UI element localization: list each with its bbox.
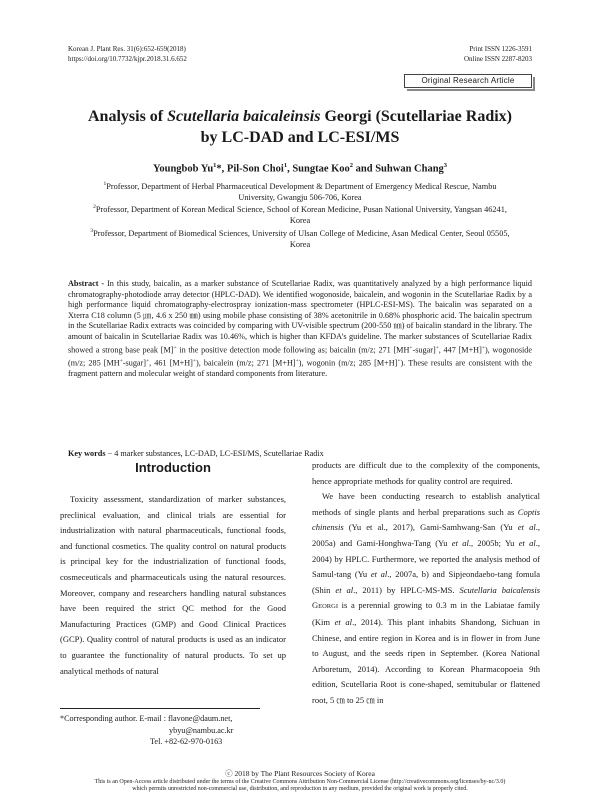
charge-sup: + xyxy=(409,344,413,351)
abstract-text: ), wogonin (m/z; 285 [M+H] xyxy=(298,358,398,368)
abstract-label: Abstract - xyxy=(68,279,105,288)
et-al-italic: et al xyxy=(335,584,354,595)
author-2: Pil-Son Choi xyxy=(226,163,284,175)
affiliation-3 xyxy=(88,226,512,250)
abstract-text: in the positive detection mode following as; baicalin (m/z; 271 [MH xyxy=(176,345,410,355)
species-italic: Scutellaria baicalensis xyxy=(459,584,541,595)
abstract-text: ), baicalein (m/z; 271 [M+H] xyxy=(196,358,296,368)
title-line2: by LC-DAD and LC-ESI/MS xyxy=(200,129,400,146)
abstract-text: In this study, baicalin, as a marker substance of Scutellariae Radix, was quantitatively analyzed by a high performance liquid chromatography-photodiode array detector (HPLC-DAD). We identified wogonoside, baicalein, and wogonin in the Scutellariae Radix by a high performance liquid chromatography-electrospray ionization-mass spectrometer (HPLC-ESI-MS). The baicalin was separated on a Xterra C18 column (5 ㎛, 4.6 x 250 ㎜) using mobile phase consisting of 38% acetonitrile in 0.68% phosphoric acid. The baicalin spectrum in the Scutellariae Radix extracts was coincided by comparing with UV-visible spectrum (200-550 ㎚) of baicalin standard in the library. The amount of baicalin in Scutellariae Radix was 10.46%, which is higher than KFDA’s guideline. The marker substances of Scutellariae Radix showed a strong base peak [M] xyxy=(68,279,532,355)
title-species: Scutellaria baicaleinsis xyxy=(167,108,321,125)
copyright-notice: ⓒ 2018 by The Plant Resources Society of Korea xyxy=(225,769,375,778)
abstract-text: -sugar] xyxy=(122,358,146,368)
affiliation-text: Professor, Department of Herbal Pharmaceutical Development & Department of Emergency Medical Rescue, Nambu University, Gwangju 506-706, Korea xyxy=(106,181,497,202)
paper-title xyxy=(60,106,540,148)
intro-paragraph: products are difficult due to the complexity of the components, hence appropriate methods for quality control are required. xyxy=(312,460,540,486)
author-4-sup: 3 xyxy=(443,162,448,169)
et-al-italic: et al xyxy=(518,537,536,548)
charge-sup: + xyxy=(481,344,485,351)
open-access-notice xyxy=(40,779,560,793)
charge-sup: + xyxy=(397,357,401,364)
affiliation-1 xyxy=(88,179,512,203)
footnote-divider xyxy=(60,708,260,709)
author-2-sup: 1 xyxy=(283,162,288,169)
et-al-italic: et al xyxy=(517,522,536,533)
license-line: This is an Open-Access article distributed under the terms of the Creative Commons Attribution Non-Commercial License (http://creativecommons.org/licenses/by-nc/3.0) xyxy=(94,779,506,785)
affiliation-text: Professor, Department of Korean Medical Science, School of Korean Medicine, Pusan National University, Yangsan 46241, Korea xyxy=(95,204,507,225)
keywords-text: − 4 marker substances, LC-DAD, LC-ESI/MS, Scutellariae Radix xyxy=(105,449,324,458)
text-run: ., 2004) by HPLC. Furthermore, we reported the analysis method of Samul-tang (Yu xyxy=(312,537,541,580)
abstract-text: , 447 [M+H] xyxy=(438,345,482,355)
text-run: (Yu et al., 2017), Gami-Samhwang-San (Yu xyxy=(343,522,518,533)
author-1-mark: *, xyxy=(216,163,227,175)
text-run: G xyxy=(312,600,319,611)
species-italic: Coptis chinensis xyxy=(312,506,540,533)
print-issn: Print ISSN 1226-3591 xyxy=(469,45,532,53)
charge-sup: + xyxy=(146,357,150,364)
author-sep: , xyxy=(287,163,293,175)
charge-sup: + xyxy=(192,357,197,364)
author-3: Sungtae Koo xyxy=(292,163,350,175)
license-line: which permits unrestricted non-commercial use, distribution, and reproduction in any medium, provided the original work is properly cited. xyxy=(132,786,468,793)
abstract-text: ), wogonoside (m/z; 285 [MH xyxy=(68,345,533,368)
journal-header-left xyxy=(68,45,187,64)
text-run: is a perennial growing to 0.3 m in the Labiatae family (Kim xyxy=(312,600,540,627)
title-prefix: Analysis of xyxy=(88,108,168,125)
abstract xyxy=(68,279,532,380)
et-al-italic: et al xyxy=(370,569,388,580)
article-type-badge: Original Research Article xyxy=(404,74,532,88)
charge-sup: + xyxy=(119,357,123,364)
abstract-text: -sugar] xyxy=(412,345,436,355)
text-run: ., 2007a, b) and Sipjeondaebo-tang fomula (Shin xyxy=(312,569,541,595)
doi-link[interactable]: https://doi.org/10.7732/kjpr.2018.31.6.652 xyxy=(68,54,187,63)
intro-paragraph xyxy=(312,489,540,708)
text-run: ., 2005b; Yu xyxy=(468,537,519,548)
abstract-text: ). These results are consistent with the fragment pattern and molecular weight of standard components from literature. xyxy=(68,358,533,379)
keywords-label: Key words xyxy=(68,449,106,458)
author-sep: and xyxy=(353,163,376,175)
author-1: Youngbob Yu xyxy=(152,163,214,175)
left-column xyxy=(60,492,286,679)
keywords xyxy=(68,449,532,458)
affiliation-2 xyxy=(88,202,512,226)
journal-header-right xyxy=(464,45,532,64)
charge-sup: + xyxy=(435,344,439,351)
affiliation-sup: 1 xyxy=(103,181,107,187)
text-run: ., 2014). This plant inhabits Shandong, Sichuan in Chinese, and entire region in Korea and is in flower in from June to August, and the seeds ripen in September. (Korea National Arboretum, 2014). According to Korean Pharmacopoeia 9th edition, Scutellaria Root is cone-shaped, semitubular or flattened root, 5 ㎝ to 25 ㎝ in xyxy=(312,616,540,705)
affiliation-text: Professor, Department of Biomedical Sciences, University of Ulsan College of Medicine, Asan Medical Center, Seoul 05505, Korea xyxy=(93,228,510,249)
charge-sup: + xyxy=(295,357,299,364)
intro-paragraph: Toxicity assessment, standardization of marker substances, preclinical evaluation, and clinical trials are essential for industrialization with natural pharmaceuticals, functional foods, and functional cosmetics. The quality control on natural products is principal key for the industrialization of functional foods, cosmeceuticals and pharmaceuticals using the natural resources. Moreover, company and researchers handling natural substances have been required the strict QC method for the Good Manufacturing Practices (GMP) and Good Clinical Practices (GCP). Quality control of natural products is used as an indicator to guarantee the functionality of natural products. To set up analytical methods of natural xyxy=(60,494,286,676)
author-4: Suhwan Chang xyxy=(375,163,444,175)
abstract-text: , 461 [M+H] xyxy=(149,358,193,368)
right-column xyxy=(312,458,540,709)
author-list xyxy=(60,162,540,175)
affiliation-sup: 2 xyxy=(93,204,96,210)
text-run: ., 2005a) and Gami-Honghwa-Tang (Yu xyxy=(312,522,540,548)
title-suffix: Georgi (Scutellariae Radix) xyxy=(320,108,512,125)
online-issn: Online ISSN 2287-8203 xyxy=(463,54,532,63)
text-run: ., 2011) by HPLC-MS-MS. xyxy=(353,584,460,595)
footnote-line: ybyu@nambu.ac.kr xyxy=(169,725,234,735)
small-caps-run: EORGI xyxy=(318,603,338,611)
text-run: We have been conducting research to establish analytical methods of single plants and herbal preparations such as xyxy=(312,491,540,517)
journal-citation: Korean J. Plant Res. 31(6):652-659(2018) xyxy=(68,45,186,53)
charge-sup: + xyxy=(173,344,177,351)
footnote-line: Tel. +82-62-970-0163 xyxy=(150,737,223,746)
introduction-heading: Introduction xyxy=(135,460,211,475)
author-1-sup: 1 xyxy=(213,162,217,169)
affiliation-sup: 3 xyxy=(90,228,94,234)
corresponding-author-footnote xyxy=(60,713,290,748)
author-3-sup: 2 xyxy=(349,162,354,169)
footnote-line: *Corresponding author. E-mail : flavone@daum.net, xyxy=(60,714,233,723)
et-al-italic: et al xyxy=(334,616,353,627)
et-al-italic: et al xyxy=(451,537,469,548)
